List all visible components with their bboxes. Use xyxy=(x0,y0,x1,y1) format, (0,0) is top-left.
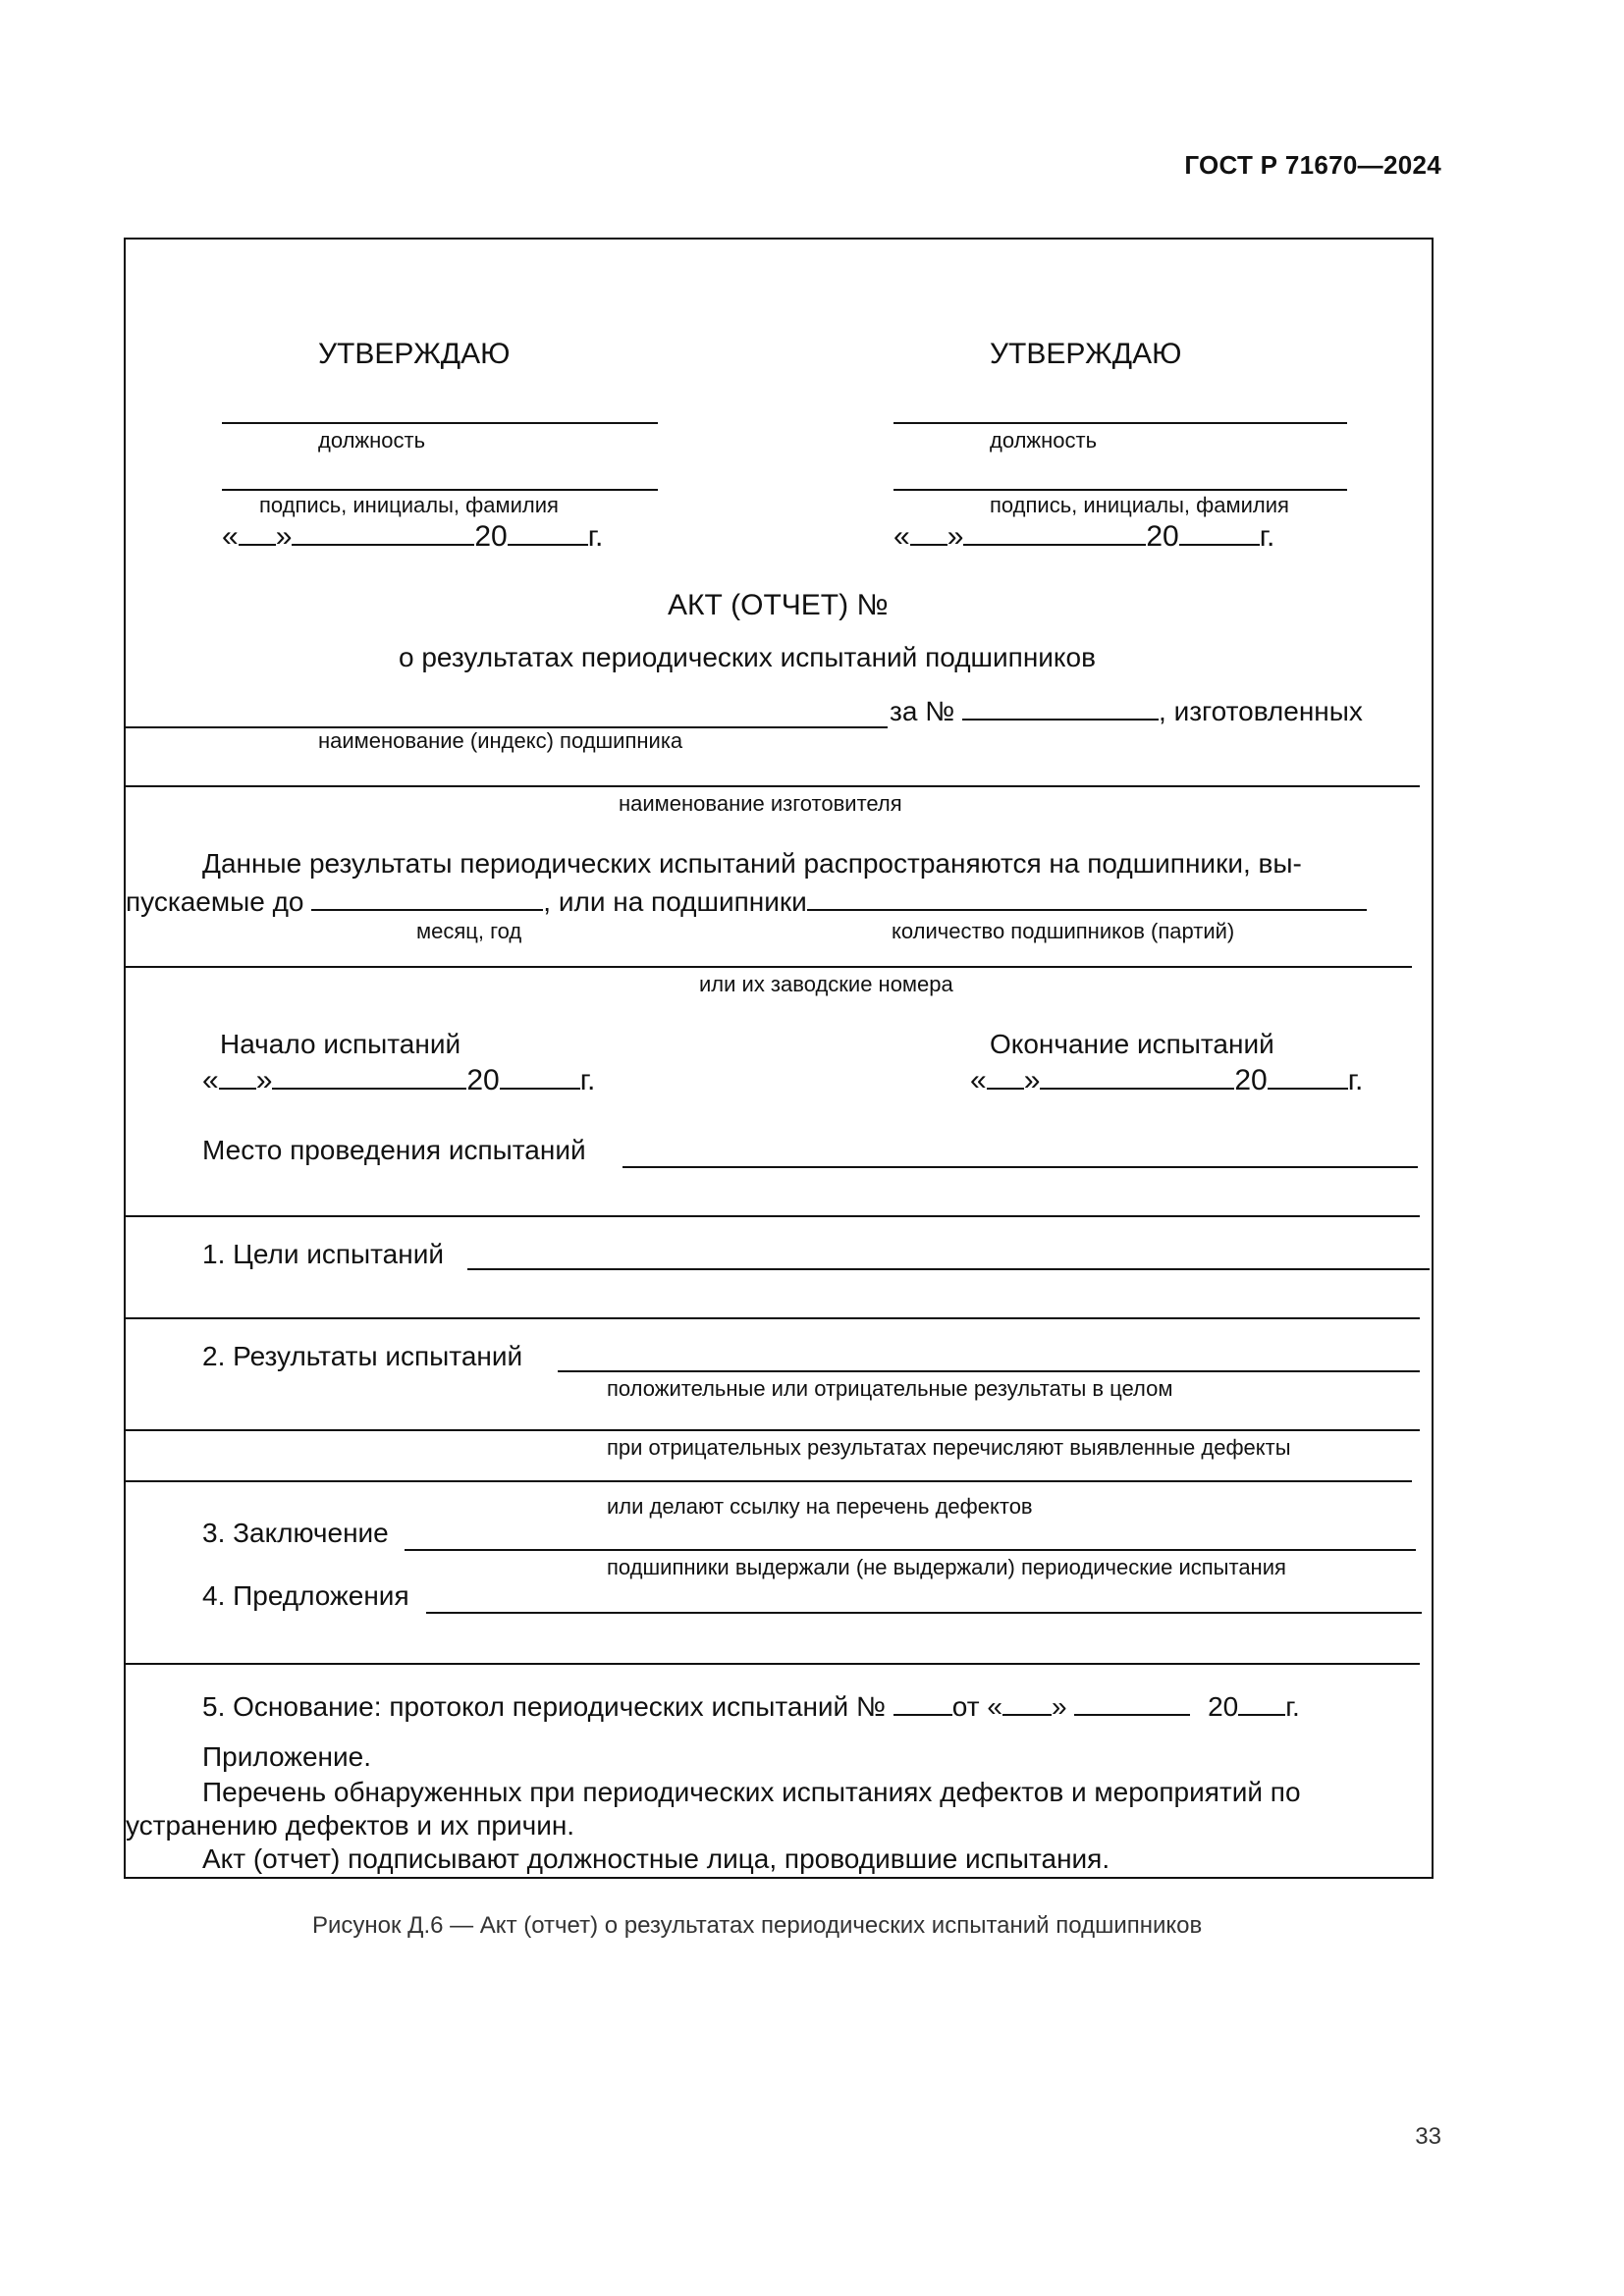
day-field[interactable] xyxy=(219,1062,256,1090)
appendix-line2: устранению дефектов и их причин. xyxy=(126,1810,575,1841)
goals-extra-line[interactable] xyxy=(126,1317,1420,1319)
appendix-line3: Акт (отчет) подписывают должностные лица, проводившие испытания. xyxy=(202,1843,1110,1874)
results-line-3[interactable] xyxy=(126,1480,1412,1482)
month-field[interactable] xyxy=(1040,1062,1234,1090)
serial-numbers-label: или их заводские номера xyxy=(699,972,953,996)
results-hint-1: положительные или отрицательные результаты в целом xyxy=(607,1376,1173,1401)
approve-right-position-line[interactable] xyxy=(893,422,1347,424)
month-year-label: месяц, год xyxy=(416,919,522,943)
day-field[interactable] xyxy=(239,518,276,546)
release-date-field[interactable] xyxy=(311,883,543,911)
approve-left-position-label: должность xyxy=(318,428,426,453)
year-field[interactable] xyxy=(1179,518,1260,546)
proposals-extra-line[interactable] xyxy=(126,1663,1420,1665)
approve-left-date: « » 20 г. xyxy=(222,520,604,553)
manufacturer-label: наименование изготовителя xyxy=(619,791,902,816)
approve-right-position-label: должность xyxy=(990,428,1098,453)
act-title: АКТ (ОТЧЕТ) № xyxy=(668,589,889,621)
day-field[interactable] xyxy=(1002,1688,1052,1716)
test-end-date: « » 20 г. xyxy=(970,1064,1364,1096)
bearing-name-label: наименование (индекс) подшипника xyxy=(318,728,683,753)
figure-caption: Рисунок Д.6 — Акт (отчет) о результатах периодических испытаний подшипников xyxy=(312,1912,1203,1939)
results-line-2[interactable] xyxy=(126,1429,1420,1431)
quantity-label: количество подшипников (партий) xyxy=(892,919,1235,943)
test-end-label: Окончание испытаний xyxy=(990,1029,1274,1059)
approve-left-position-line[interactable] xyxy=(222,422,658,424)
month-field[interactable] xyxy=(963,518,1146,546)
year-field[interactable] xyxy=(500,1062,580,1090)
results-label: 2. Результаты испытаний xyxy=(202,1341,523,1371)
appendix-title: Приложение. xyxy=(202,1741,372,1772)
year-field[interactable] xyxy=(1268,1062,1348,1090)
month-field[interactable] xyxy=(1074,1688,1190,1716)
location-extra-line[interactable] xyxy=(126,1215,1420,1217)
scope-line2: пускаемые до , или на подшипники xyxy=(126,883,1367,918)
protocol-number-field[interactable] xyxy=(893,1688,952,1716)
goals-label: 1. Цели испытаний xyxy=(202,1239,444,1269)
results-hint-2: при отрицательных результатах перечисляют выявленные дефекты xyxy=(607,1435,1291,1460)
conclusion-hint: подшипники выдержали (не выдержали) периодические испытания xyxy=(607,1555,1286,1579)
serial-numbers-line[interactable] xyxy=(126,966,1412,968)
location-field[interactable] xyxy=(623,1166,1418,1168)
appendix-line1: Перечень обнаруженных при периодических испытаниях дефектов и мероприятий по xyxy=(202,1777,1301,1807)
goals-field[interactable] xyxy=(467,1268,1430,1270)
scope-line1: Данные результаты периодических испытаний распространяются на подшипники, вы- xyxy=(202,848,1302,879)
proposals-label: 4. Предложения xyxy=(202,1580,409,1611)
month-field[interactable] xyxy=(292,518,474,546)
approve-left-signature-label: подпись, инициалы, фамилия xyxy=(259,493,559,517)
approve-right-title: УТВЕРЖДАЮ xyxy=(990,338,1182,370)
results-hint-3: или делают ссылку на перечень дефектов xyxy=(607,1494,1033,1519)
manufacturer-line[interactable] xyxy=(126,785,1420,787)
bearing-number-field[interactable] xyxy=(962,693,1159,721)
approve-right-signature-label: подпись, инициалы, фамилия xyxy=(990,493,1289,517)
test-start-label: Начало испытаний xyxy=(220,1029,461,1059)
bearing-number-row: за № , изготовленных xyxy=(890,693,1363,727)
approve-right-date: « » 20 г. xyxy=(893,520,1275,553)
year-field[interactable] xyxy=(1238,1688,1285,1716)
day-field[interactable] xyxy=(910,518,947,546)
approve-left-title: УТВЕРЖДАЮ xyxy=(318,338,511,370)
act-subtitle: о результатах периодических испытаний подшипников xyxy=(399,642,1096,672)
test-start-date: « » 20 г. xyxy=(202,1064,596,1096)
bearing-quantity-field[interactable] xyxy=(807,883,1367,911)
month-field[interactable] xyxy=(272,1062,466,1090)
results-field[interactable] xyxy=(558,1370,1420,1372)
proposals-field[interactable] xyxy=(426,1612,1422,1614)
location-label: Место проведения испытаний xyxy=(202,1135,586,1165)
year-field[interactable] xyxy=(508,518,588,546)
day-field[interactable] xyxy=(987,1062,1024,1090)
approve-left-signature-line[interactable] xyxy=(222,489,658,491)
standard-code: ГОСТ Р 71670—2024 xyxy=(1184,150,1441,180)
approve-right-signature-line[interactable] xyxy=(893,489,1347,491)
conclusion-field[interactable] xyxy=(405,1549,1416,1551)
basis-row: 5. Основание: протокол периодических испытаний № от « » 20 г. xyxy=(202,1688,1300,1723)
page-number: 33 xyxy=(1415,2123,1441,2150)
conclusion-label: 3. Заключение xyxy=(202,1518,389,1548)
act-form-frame xyxy=(124,238,1434,1879)
